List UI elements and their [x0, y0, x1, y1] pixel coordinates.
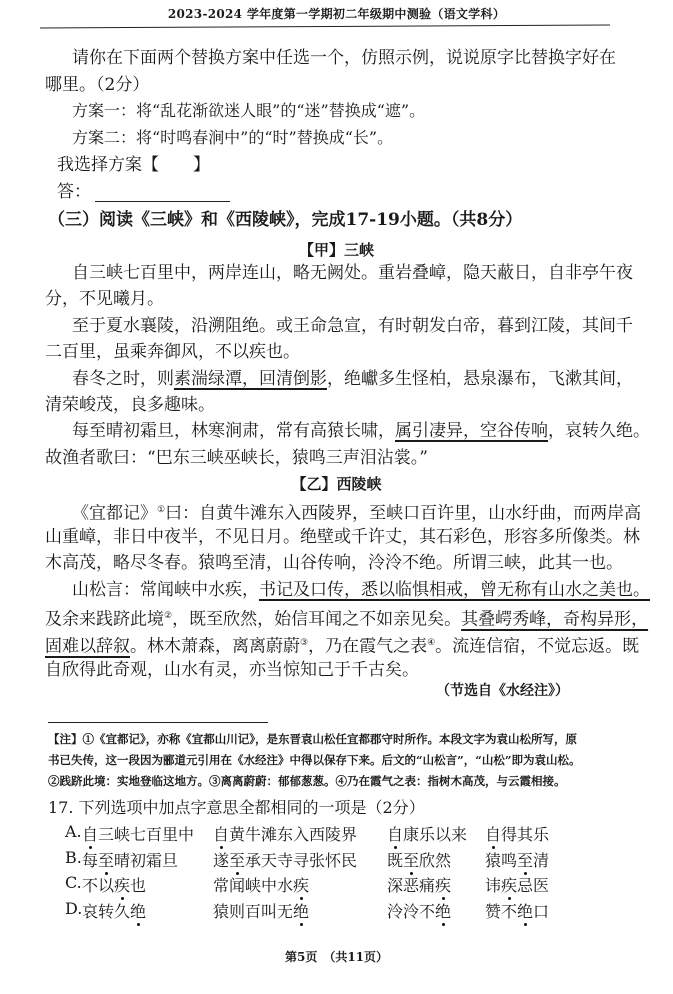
phrase-text: 讳: [485, 876, 502, 895]
page-footer: 第5页 （共11页）: [284, 950, 389, 964]
q16-plan-1: 方案一：将“乱花渐欲迷人眼”的“迷”替换成“遮”。: [72, 101, 426, 120]
underlined-text: 固难以辞叙: [45, 636, 130, 657]
passage-line: [45, 289, 164, 309]
phrase-text: 晴初霜旦: [114, 850, 179, 870]
text-segment: 。流连信宿，不觉忘返。既: [435, 636, 640, 657]
phrase-text: 清: [533, 850, 550, 870]
passage-line: [45, 660, 419, 680]
phrase-text: 口: [533, 901, 550, 921]
dotted-character: 疾: [114, 876, 131, 895]
passage-line: [45, 633, 639, 657]
phrase-text: 每: [82, 850, 99, 870]
text-segment: 自三峡七百里中，两岸连山，略无阙处。重岩叠嶂，隐天蔽日，自非亭午夜: [72, 263, 633, 283]
dotted-character: 疾: [293, 876, 310, 895]
text-segment: 二百里，虽乘奔御风，不以疾也。: [45, 342, 300, 363]
phrase-text: 三峡七百里中: [98, 825, 195, 844]
option-phrase: [213, 848, 357, 871]
option-label: D.: [65, 898, 83, 918]
option-phrase: [213, 822, 357, 845]
option-phrase: [387, 848, 451, 871]
text-segment: 及余来践跻此境: [45, 610, 164, 631]
footnote-marker: ③: [300, 638, 309, 648]
option-phrase: [387, 822, 467, 845]
option-phrase: [213, 873, 309, 896]
phrase-text: 遂: [213, 850, 230, 870]
phrase-text: 也: [130, 876, 147, 895]
phrase-text: 不以: [82, 876, 115, 895]
text-segment: 山重嶂，非日中夜半，不见日月。绝壁或千许丈，其石彩色，形容多所像类。林: [45, 526, 640, 547]
underlined-text: 属引凄异，空谷传响: [395, 421, 548, 442]
dotted-character: 至: [517, 850, 534, 870]
dotted-character: 绝: [435, 901, 452, 921]
phrase-text: 黄牛滩东入西陵界: [229, 825, 358, 844]
notes-rule: [48, 722, 268, 723]
underlined-text: 素湍绿潭，回清倒影: [174, 368, 327, 389]
passage-line: [45, 553, 623, 573]
q16-answer: [57, 182, 230, 202]
option-phrase: [82, 848, 178, 871]
option-label: A.: [65, 822, 82, 841]
passage-a-title: 【甲】三峡: [298, 241, 374, 259]
option-label: C.: [65, 873, 82, 892]
option-phrase: [485, 822, 549, 845]
phrase-text: 承天寺寻张怀民: [245, 850, 358, 870]
phrase-text: 泠泠不: [387, 901, 436, 921]
passage-line: [72, 421, 650, 441]
option-phrase: [485, 899, 549, 922]
option-phrase: [82, 899, 146, 922]
text-segment: 分，不见曦月。: [45, 289, 164, 310]
q16-prompt-line-1: 请你在下面两个替换方案中任选一个，仿照示例，说说原字比替换字好在: [72, 48, 616, 68]
note-line: 【注】①《宜都记》，亦称《宜都山川记》，是东晋袁山松任宜都郡守时所作。本段文字为袁山松所写，原: [48, 732, 577, 746]
phrase-text: 欣然: [419, 850, 452, 870]
text-segment: ，哀转久绝。: [548, 421, 650, 442]
phrase-text: 哀转久: [82, 901, 131, 921]
text-segment: 故渔者歌曰：“巴东三峡巫峡长，猿鸣三声泪沾裳。”: [45, 447, 428, 468]
exam-header: 2023-2024 学年度第一学期初二年级期中测验（语文学科）: [167, 7, 506, 21]
phrase-text: 深恶痛: [387, 876, 436, 895]
dotted-character: 疾: [501, 876, 518, 895]
text-segment: ，绝巘多生怪柏，悬泉瀑布，飞漱其间，: [327, 368, 633, 389]
phrase-text: 猿鸣: [485, 850, 518, 870]
passage-b-source: （节选自《水经注》）: [436, 683, 569, 699]
q16-plan-2: 方案二：将“时鸣春涧中”的“时”替换成“长”。: [72, 128, 394, 147]
dotted-character: 疾: [435, 876, 452, 895]
passage-line: [72, 369, 633, 389]
option-phrase: [387, 873, 451, 896]
text-segment: ，乃在霞气之表: [308, 636, 428, 657]
phrase-text: 得其乐: [501, 825, 550, 844]
text-segment: 自欣得此奇观，山水有灵，亦当惊知己于千古矣。: [45, 659, 419, 680]
option-phrase: [82, 873, 146, 896]
passage-line: [72, 263, 633, 283]
option-label: B.: [65, 847, 82, 867]
text-segment: 《宜都记》: [72, 503, 157, 524]
note-line: ②践跻此境：实地登临这地方。③离离蔚蔚：郁郁葱葱。④乃在霞气之表：指树木高茂，与云霞相接。: [48, 774, 566, 788]
text-segment: 清荣峻茂，良多趣味。: [45, 395, 215, 415]
dotted-character: 至: [229, 850, 246, 870]
passage-b-title: 【乙】西陵峡: [291, 475, 382, 493]
phrase-text: 赞不: [485, 901, 518, 921]
option-phrase: [485, 848, 549, 871]
section-title: （三）阅读《三峡》和《西陵峡》，完成17-19小题。（共8分）: [48, 210, 523, 230]
underlined-text: 书记及口传，悉以临惧相戒，曾无称有山水之美也。: [259, 579, 650, 600]
note-line: 书已失传，这一段因为郦道元引用在《水经注》中得以保存下来。后文的“山松言”，“山松”即为袁山松。: [48, 753, 581, 767]
q16-prompt-line-2: 哪里。（2分）: [45, 75, 150, 95]
dotted-character: 绝: [130, 901, 147, 921]
passage-line: [45, 342, 300, 362]
q17-prompt: 17. 下列选项中加点字意思全都相同的一项是（2分）: [48, 798, 425, 817]
passage-line: [45, 606, 648, 630]
text-segment: 木高茂，略尽冬春。猿鸣至清，山谷传响，泠泠不绝。所谓三峡，此其一也。: [45, 553, 623, 574]
footnote-marker: ①: [157, 505, 166, 515]
passage-line: [72, 580, 650, 600]
footnote-marker: ④: [427, 638, 436, 648]
underlined-text: 其叠崿秀峰，奇构异形，: [461, 610, 649, 631]
dotted-character: 至: [98, 850, 115, 870]
passage-line: [72, 500, 641, 524]
option-phrase: [387, 899, 451, 922]
text-segment: 山松言：常闻峡中水疾，: [72, 579, 259, 600]
text-segment: 曰：自黄牛滩东入西陵界，至峡口百许里，山水纡曲，而两岸高: [165, 503, 642, 524]
text-segment: 。林木萧森，离离蔚蔚: [130, 636, 300, 657]
phrase-text: 康乐以来: [403, 825, 468, 844]
answer-label: 答：: [57, 182, 91, 202]
passage-line: [45, 527, 640, 547]
header-rule: [40, 25, 610, 29]
passage-line: [45, 395, 215, 415]
dotted-character: 自: [485, 825, 502, 844]
text-segment: 至于夏水襄陵，沿溯阻绝。或王命急宣，有时朝发白帝，暮到江陵，其间千: [72, 315, 633, 336]
q16-choose: 我选择方案【 】: [57, 155, 210, 175]
footnote-marker: ②: [164, 611, 173, 622]
passage-line: [45, 448, 428, 468]
dotted-character: 自: [82, 825, 99, 844]
answer-blank[interactable]: [95, 187, 230, 202]
text-segment: ，既至欣然，始信耳闻之不如亲见矣。: [172, 610, 462, 631]
dotted-character: 绝: [517, 901, 534, 921]
option-phrase: [82, 822, 194, 845]
phrase-text: 忌医: [517, 876, 550, 895]
dotted-character: 至: [403, 850, 420, 870]
option-phrase: [485, 873, 549, 896]
text-segment: 春冬之时，则: [72, 368, 174, 389]
phrase-text: 常闻峡中水: [213, 876, 294, 895]
phrase-text: 既: [387, 850, 404, 870]
dotted-character: 绝: [293, 901, 310, 921]
text-segment: 每至晴初霜旦，林寒涧肃，常有高猿长啸，: [72, 421, 395, 442]
option-phrase: [213, 899, 309, 922]
dotted-character: 自: [387, 825, 404, 844]
dotted-character: 自: [213, 825, 230, 844]
phrase-text: 猿则百叫无: [213, 901, 294, 921]
passage-line: [72, 316, 633, 336]
